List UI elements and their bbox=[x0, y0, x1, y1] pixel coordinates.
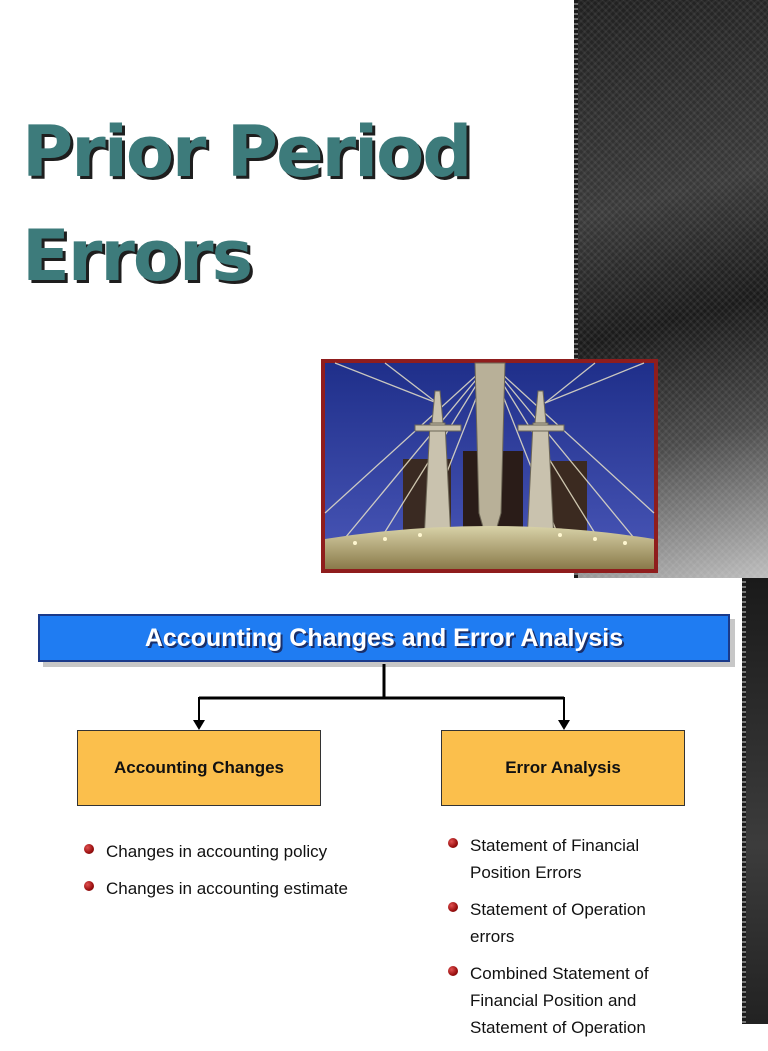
list-item: Changes in accounting policy bbox=[84, 838, 374, 865]
list-item: Combined Statement of Financial Position and Statement of Operation bbox=[448, 960, 678, 1041]
title-line-2: Errors bbox=[22, 215, 252, 297]
title-line-1: Prior Period bbox=[22, 111, 471, 193]
list-item: Statement of Financial Position Errors bbox=[448, 832, 678, 886]
bullet-icon bbox=[448, 902, 458, 912]
error-analysis-box: Error Analysis bbox=[441, 730, 685, 806]
bridge-photo bbox=[321, 359, 658, 573]
bullet-icon bbox=[84, 881, 94, 891]
accounting-changes-list bbox=[84, 838, 374, 912]
bullet-icon bbox=[84, 844, 94, 854]
error-analysis-list bbox=[448, 832, 678, 1051]
analysis-slide bbox=[0, 578, 768, 1037]
arrow-down-icon bbox=[193, 720, 205, 730]
accounting-changes-box: Accounting Changes bbox=[77, 730, 321, 806]
bullet-icon bbox=[448, 966, 458, 976]
header-title: Accounting Changes and Error Analysis bbox=[144, 623, 624, 652]
bridge-illustration bbox=[325, 363, 654, 569]
bullet-icon bbox=[448, 838, 458, 848]
list-item: Changes in accounting estimate bbox=[84, 875, 374, 902]
arrow-down-icon bbox=[558, 720, 570, 730]
tree-connector bbox=[0, 578, 768, 738]
slide-title bbox=[22, 100, 562, 308]
list-item: Statement of Operation errors bbox=[448, 896, 678, 950]
